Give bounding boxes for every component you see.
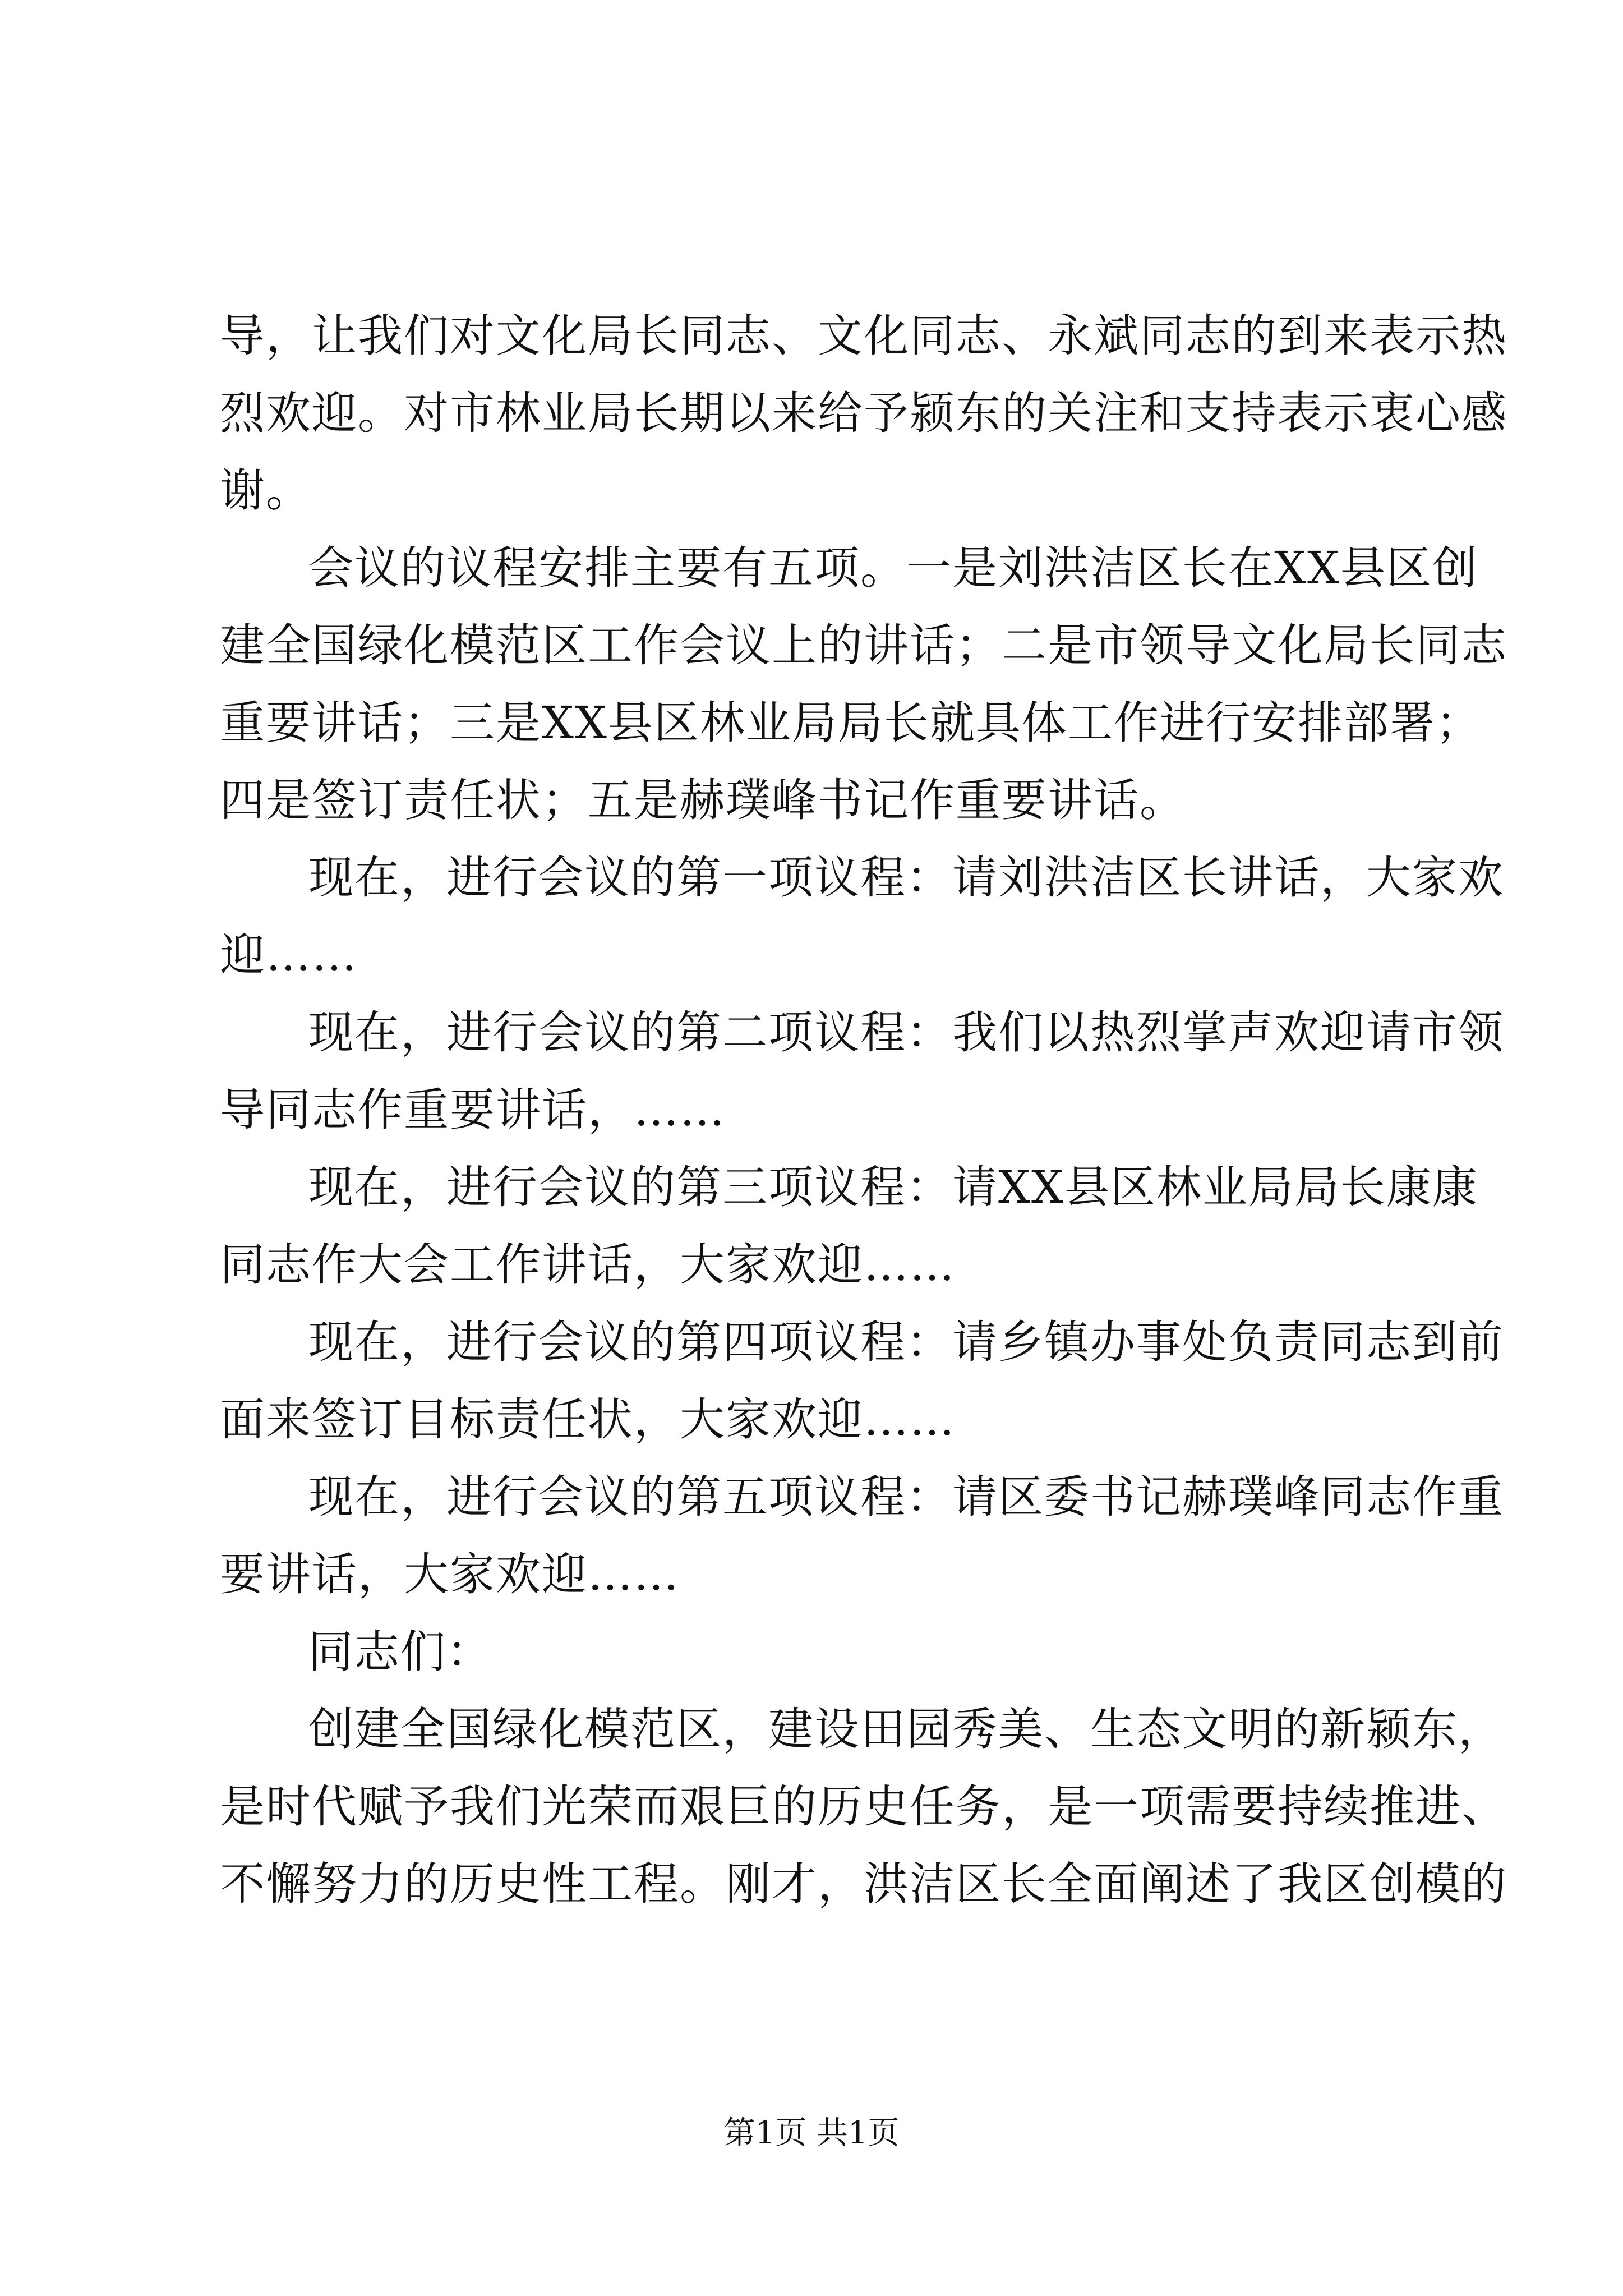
text-line: 要讲话，大家欢迎……	[220, 1548, 680, 1600]
text-line: 同志作大会工作讲话，大家欢迎……	[220, 1239, 956, 1291]
paragraph-start-line: 现在，进行会议的第四项议程：请乡镇办事处负责同志到前	[308, 1316, 1504, 1368]
text-line: 迎……	[220, 929, 358, 981]
text-line: 重要讲话；三是XX县区林业局局长就具体工作进行安排部署；	[220, 697, 1482, 749]
paragraph-start-line: 创建全国绿化模范区，建设田园秀美、生态文明的新颍东，	[308, 1703, 1504, 1755]
text-line: 烈欢迎。对市林业局长期以来给予颍东的关注和支持表示衷心感	[220, 387, 1507, 439]
document-body	[220, 297, 1507, 1923]
page-footer: 第1页 共1页	[723, 2115, 900, 2151]
paragraph-start-line: 现在，进行会议的第五项议程：请区委书记赫璞峰同志作重	[308, 1471, 1504, 1523]
text-line: 导，让我们对文化局长同志、文化同志、永斌同志的到来表示热	[220, 310, 1507, 362]
paragraph-start-line: 现在，进行会议的第二项议程：我们以热烈掌声欢迎请市领	[308, 1006, 1504, 1059]
text-line: 不懈努力的历史性工程。刚才，洪洁区长全面阐述了我区创模的	[220, 1858, 1507, 1910]
paragraph-start-line: 会议的议程安排主要有五项。一是刘洪洁区长在XX县区创	[308, 542, 1478, 594]
paragraph-start-line: 现在，进行会议的第三项议程：请XX县区林业局局长康康	[308, 1161, 1478, 1213]
text-line: 导同志作重要讲话，……	[220, 1084, 726, 1136]
text-line: 面来签订目标责任状，大家欢迎……	[220, 1393, 956, 1446]
text-line: 四是签订责任状；五是赫璞峰书记作重要讲话。	[220, 774, 1186, 826]
text-line: 建全国绿化模范区工作会议上的讲话；二是市领导文化局长同志	[220, 619, 1507, 671]
paragraph-start-line: 现在，进行会议的第一项议程：请刘洪洁区长讲话，大家欢	[308, 852, 1504, 904]
salutation-line: 同志们：	[308, 1626, 492, 1678]
text-line: 是时代赋予我们光荣而艰巨的历史任务，是一项需要持续推进、	[220, 1780, 1507, 1833]
text-line: 谢。	[220, 464, 312, 517]
